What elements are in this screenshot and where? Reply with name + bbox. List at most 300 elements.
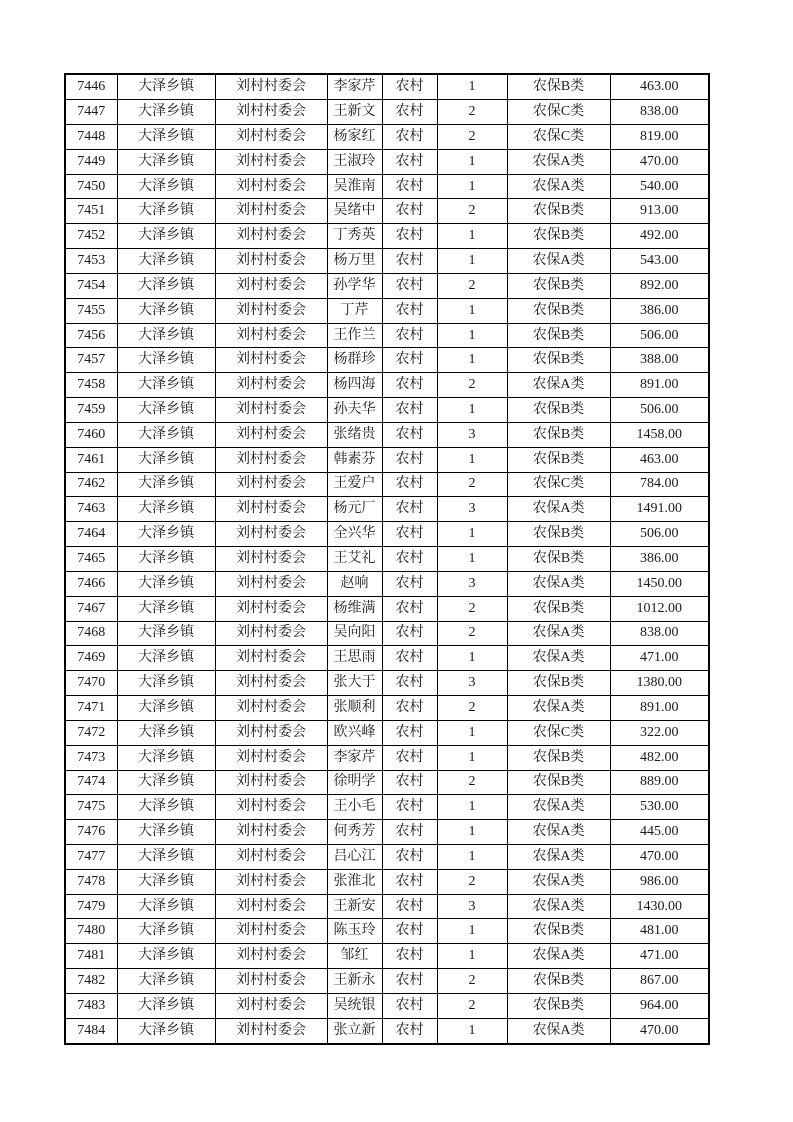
cell-village-committee: 刘村村委会 — [215, 571, 327, 596]
cell-village-committee: 刘村村委会 — [215, 944, 327, 969]
cell-amount: 838.00 — [610, 100, 709, 125]
cell-serial-number: 7456 — [65, 323, 117, 348]
cell-insurance-category: 农保A类 — [507, 571, 610, 596]
cell-amount: 543.00 — [610, 249, 709, 274]
cell-serial-number: 7459 — [65, 398, 117, 423]
cell-insurance-category: 农保B类 — [507, 224, 610, 249]
cell-person-name: 王新安 — [327, 894, 382, 919]
cell-town: 大泽乡镇 — [117, 621, 215, 646]
cell-serial-number: 7446 — [65, 74, 117, 100]
cell-serial-number: 7478 — [65, 869, 117, 894]
cell-amount: 470.00 — [610, 149, 709, 174]
cell-serial-number: 7467 — [65, 596, 117, 621]
cell-town: 大泽乡镇 — [117, 596, 215, 621]
cell-town: 大泽乡镇 — [117, 969, 215, 994]
cell-person-name: 吴向阳 — [327, 621, 382, 646]
cell-town: 大泽乡镇 — [117, 249, 215, 274]
cell-person-name: 张立新 — [327, 1018, 382, 1044]
cell-person-name: 吴淮南 — [327, 174, 382, 199]
cell-residence-type: 农村 — [382, 100, 437, 125]
table-row — [65, 993, 709, 1018]
cell-person-count: 2 — [437, 124, 507, 149]
cell-insurance-category: 农保A类 — [507, 646, 610, 671]
cell-town: 大泽乡镇 — [117, 919, 215, 944]
cell-serial-number: 7482 — [65, 969, 117, 994]
cell-person-count: 2 — [437, 969, 507, 994]
cell-serial-number: 7463 — [65, 497, 117, 522]
cell-person-count: 1 — [437, 74, 507, 100]
cell-person-name: 王新文 — [327, 100, 382, 125]
cell-person-name: 吴绪中 — [327, 199, 382, 224]
cell-amount: 470.00 — [610, 1018, 709, 1044]
cell-residence-type: 农村 — [382, 993, 437, 1018]
table-row — [65, 571, 709, 596]
cell-town: 大泽乡镇 — [117, 671, 215, 696]
cell-town: 大泽乡镇 — [117, 298, 215, 323]
cell-person-count: 1 — [437, 745, 507, 770]
cell-person-count: 1 — [437, 522, 507, 547]
cell-residence-type: 农村 — [382, 398, 437, 423]
cell-amount: 386.00 — [610, 547, 709, 572]
cell-amount: 1491.00 — [610, 497, 709, 522]
cell-insurance-category: 农保B类 — [507, 969, 610, 994]
cell-person-count: 1 — [437, 298, 507, 323]
table-row — [65, 770, 709, 795]
cell-residence-type: 农村 — [382, 249, 437, 274]
cell-village-committee: 刘村村委会 — [215, 993, 327, 1018]
cell-amount: 964.00 — [610, 993, 709, 1018]
cell-person-count: 1 — [437, 348, 507, 373]
cell-amount: 471.00 — [610, 646, 709, 671]
cell-village-committee: 刘村村委会 — [215, 795, 327, 820]
cell-residence-type: 农村 — [382, 547, 437, 572]
table-row — [65, 820, 709, 845]
cell-person-name: 张顺利 — [327, 696, 382, 721]
cell-town: 大泽乡镇 — [117, 422, 215, 447]
cell-town: 大泽乡镇 — [117, 273, 215, 298]
cell-person-name: 邹红 — [327, 944, 382, 969]
cell-serial-number: 7464 — [65, 522, 117, 547]
cell-amount: 1380.00 — [610, 671, 709, 696]
cell-village-committee: 刘村村委会 — [215, 969, 327, 994]
cell-amount: 1458.00 — [610, 422, 709, 447]
cell-person-name: 丁秀英 — [327, 224, 382, 249]
table-row — [65, 398, 709, 423]
cell-person-count: 1 — [437, 249, 507, 274]
cell-amount: 471.00 — [610, 944, 709, 969]
cell-person-name: 徐明学 — [327, 770, 382, 795]
cell-person-name: 杨维满 — [327, 596, 382, 621]
cell-town: 大泽乡镇 — [117, 199, 215, 224]
cell-person-name: 张淮北 — [327, 869, 382, 894]
cell-insurance-category: 农保B类 — [507, 671, 610, 696]
cell-residence-type: 农村 — [382, 969, 437, 994]
cell-person-count: 2 — [437, 596, 507, 621]
cell-amount: 463.00 — [610, 74, 709, 100]
cell-serial-number: 7448 — [65, 124, 117, 149]
cell-serial-number: 7460 — [65, 422, 117, 447]
cell-insurance-category: 农保A类 — [507, 696, 610, 721]
table-row — [65, 745, 709, 770]
cell-serial-number: 7451 — [65, 199, 117, 224]
table-row — [65, 100, 709, 125]
cell-insurance-category: 农保B类 — [507, 199, 610, 224]
cell-person-count: 3 — [437, 671, 507, 696]
cell-serial-number: 7477 — [65, 845, 117, 870]
cell-village-committee: 刘村村委会 — [215, 919, 327, 944]
cell-town: 大泽乡镇 — [117, 646, 215, 671]
cell-amount: 388.00 — [610, 348, 709, 373]
cell-town: 大泽乡镇 — [117, 100, 215, 125]
data-table — [64, 73, 710, 1045]
cell-person-count: 1 — [437, 323, 507, 348]
cell-insurance-category: 农保A类 — [507, 845, 610, 870]
cell-person-name: 全兴华 — [327, 522, 382, 547]
cell-person-count: 1 — [437, 398, 507, 423]
cell-amount: 530.00 — [610, 795, 709, 820]
cell-town: 大泽乡镇 — [117, 869, 215, 894]
cell-person-count: 2 — [437, 373, 507, 398]
cell-insurance-category: 农保B类 — [507, 596, 610, 621]
table-row — [65, 447, 709, 472]
cell-insurance-category: 农保A类 — [507, 869, 610, 894]
cell-village-committee: 刘村村委会 — [215, 596, 327, 621]
cell-amount: 889.00 — [610, 770, 709, 795]
table-row — [65, 273, 709, 298]
cell-village-committee: 刘村村委会 — [215, 497, 327, 522]
table-body — [65, 74, 709, 1044]
cell-amount: 891.00 — [610, 373, 709, 398]
cell-serial-number: 7480 — [65, 919, 117, 944]
cell-town: 大泽乡镇 — [117, 472, 215, 497]
cell-village-committee: 刘村村委会 — [215, 422, 327, 447]
cell-village-committee: 刘村村委会 — [215, 894, 327, 919]
cell-insurance-category: 农保A类 — [507, 1018, 610, 1044]
table-row — [65, 124, 709, 149]
cell-person-name: 陈玉玲 — [327, 919, 382, 944]
cell-person-name: 杨家红 — [327, 124, 382, 149]
table-row — [65, 596, 709, 621]
cell-residence-type: 农村 — [382, 472, 437, 497]
cell-person-count: 1 — [437, 944, 507, 969]
cell-town: 大泽乡镇 — [117, 149, 215, 174]
cell-insurance-category: 农保B类 — [507, 398, 610, 423]
table-row — [65, 373, 709, 398]
cell-village-committee: 刘村村委会 — [215, 149, 327, 174]
cell-town: 大泽乡镇 — [117, 497, 215, 522]
cell-person-count: 3 — [437, 497, 507, 522]
cell-person-name: 杨四海 — [327, 373, 382, 398]
cell-town: 大泽乡镇 — [117, 74, 215, 100]
cell-person-count: 2 — [437, 472, 507, 497]
cell-person-name: 杨万里 — [327, 249, 382, 274]
cell-amount: 819.00 — [610, 124, 709, 149]
cell-village-committee: 刘村村委会 — [215, 770, 327, 795]
cell-insurance-category: 农保C类 — [507, 124, 610, 149]
cell-residence-type: 农村 — [382, 820, 437, 845]
cell-residence-type: 农村 — [382, 149, 437, 174]
cell-person-name: 何秀芳 — [327, 820, 382, 845]
cell-person-count: 1 — [437, 720, 507, 745]
table-row — [65, 522, 709, 547]
cell-village-committee: 刘村村委会 — [215, 547, 327, 572]
cell-serial-number: 7453 — [65, 249, 117, 274]
cell-person-count: 2 — [437, 696, 507, 721]
cell-serial-number: 7466 — [65, 571, 117, 596]
cell-amount: 1430.00 — [610, 894, 709, 919]
table-row — [65, 224, 709, 249]
cell-town: 大泽乡镇 — [117, 348, 215, 373]
cell-village-committee: 刘村村委会 — [215, 820, 327, 845]
cell-insurance-category: 农保A类 — [507, 795, 610, 820]
cell-residence-type: 农村 — [382, 894, 437, 919]
table-row — [65, 795, 709, 820]
cell-residence-type: 农村 — [382, 845, 437, 870]
cell-residence-type: 农村 — [382, 671, 437, 696]
cell-village-committee: 刘村村委会 — [215, 249, 327, 274]
cell-town: 大泽乡镇 — [117, 323, 215, 348]
cell-amount: 470.00 — [610, 845, 709, 870]
cell-insurance-category: 农保B类 — [507, 919, 610, 944]
cell-village-committee: 刘村村委会 — [215, 398, 327, 423]
cell-insurance-category: 农保A类 — [507, 249, 610, 274]
cell-serial-number: 7449 — [65, 149, 117, 174]
table-row — [65, 298, 709, 323]
cell-person-count: 2 — [437, 100, 507, 125]
cell-residence-type: 农村 — [382, 621, 437, 646]
cell-residence-type: 农村 — [382, 720, 437, 745]
cell-town: 大泽乡镇 — [117, 993, 215, 1018]
cell-insurance-category: 农保B类 — [507, 348, 610, 373]
table-row — [65, 149, 709, 174]
cell-village-committee: 刘村村委会 — [215, 621, 327, 646]
cell-amount: 540.00 — [610, 174, 709, 199]
cell-village-committee: 刘村村委会 — [215, 273, 327, 298]
cell-serial-number: 7457 — [65, 348, 117, 373]
cell-amount: 892.00 — [610, 273, 709, 298]
cell-residence-type: 农村 — [382, 124, 437, 149]
cell-serial-number: 7472 — [65, 720, 117, 745]
cell-person-count: 1 — [437, 447, 507, 472]
cell-village-committee: 刘村村委会 — [215, 745, 327, 770]
cell-amount: 891.00 — [610, 696, 709, 721]
cell-insurance-category: 农保A类 — [507, 149, 610, 174]
cell-serial-number: 7474 — [65, 770, 117, 795]
cell-amount: 322.00 — [610, 720, 709, 745]
cell-serial-number: 7461 — [65, 447, 117, 472]
cell-person-name: 王新永 — [327, 969, 382, 994]
cell-amount: 463.00 — [610, 447, 709, 472]
cell-amount: 986.00 — [610, 869, 709, 894]
table-row — [65, 696, 709, 721]
cell-residence-type: 农村 — [382, 74, 437, 100]
cell-village-committee: 刘村村委会 — [215, 646, 327, 671]
cell-person-name: 张大于 — [327, 671, 382, 696]
table-row — [65, 74, 709, 100]
cell-person-count: 3 — [437, 571, 507, 596]
cell-residence-type: 农村 — [382, 944, 437, 969]
cell-town: 大泽乡镇 — [117, 820, 215, 845]
cell-serial-number: 7481 — [65, 944, 117, 969]
cell-amount: 506.00 — [610, 398, 709, 423]
cell-village-committee: 刘村村委会 — [215, 199, 327, 224]
table-row — [65, 944, 709, 969]
cell-residence-type: 农村 — [382, 745, 437, 770]
cell-person-name: 张绪贵 — [327, 422, 382, 447]
cell-amount: 867.00 — [610, 969, 709, 994]
cell-insurance-category: 农保A类 — [507, 820, 610, 845]
cell-residence-type: 农村 — [382, 273, 437, 298]
table-row — [65, 646, 709, 671]
table-row — [65, 348, 709, 373]
cell-residence-type: 农村 — [382, 869, 437, 894]
cell-insurance-category: 农保B类 — [507, 993, 610, 1018]
table-row — [65, 323, 709, 348]
cell-person-name: 杨群珍 — [327, 348, 382, 373]
cell-town: 大泽乡镇 — [117, 795, 215, 820]
cell-amount: 386.00 — [610, 298, 709, 323]
cell-residence-type: 农村 — [382, 298, 437, 323]
cell-person-count: 1 — [437, 174, 507, 199]
cell-amount: 913.00 — [610, 199, 709, 224]
cell-town: 大泽乡镇 — [117, 944, 215, 969]
cell-town: 大泽乡镇 — [117, 696, 215, 721]
table-row — [65, 547, 709, 572]
cell-insurance-category: 农保B类 — [507, 447, 610, 472]
cell-serial-number: 7471 — [65, 696, 117, 721]
cell-village-committee: 刘村村委会 — [215, 671, 327, 696]
cell-town: 大泽乡镇 — [117, 174, 215, 199]
cell-serial-number: 7465 — [65, 547, 117, 572]
cell-amount: 506.00 — [610, 522, 709, 547]
table-row — [65, 869, 709, 894]
cell-village-committee: 刘村村委会 — [215, 323, 327, 348]
cell-person-count: 3 — [437, 422, 507, 447]
cell-residence-type: 农村 — [382, 919, 437, 944]
cell-insurance-category: 农保A类 — [507, 174, 610, 199]
cell-residence-type: 农村 — [382, 571, 437, 596]
table-row — [65, 621, 709, 646]
cell-village-committee: 刘村村委会 — [215, 447, 327, 472]
cell-insurance-category: 农保C类 — [507, 100, 610, 125]
cell-residence-type: 农村 — [382, 497, 437, 522]
cell-residence-type: 农村 — [382, 323, 437, 348]
cell-serial-number: 7468 — [65, 621, 117, 646]
cell-person-count: 2 — [437, 273, 507, 298]
cell-person-name: 王思雨 — [327, 646, 382, 671]
cell-town: 大泽乡镇 — [117, 522, 215, 547]
cell-person-name: 欧兴峰 — [327, 720, 382, 745]
table-row — [65, 919, 709, 944]
cell-insurance-category: 农保B类 — [507, 745, 610, 770]
table-row — [65, 472, 709, 497]
table-row — [65, 845, 709, 870]
cell-person-name: 王作兰 — [327, 323, 382, 348]
cell-person-count: 1 — [437, 149, 507, 174]
cell-serial-number: 7473 — [65, 745, 117, 770]
cell-town: 大泽乡镇 — [117, 1018, 215, 1044]
cell-person-count: 1 — [437, 224, 507, 249]
cell-town: 大泽乡镇 — [117, 894, 215, 919]
cell-serial-number: 7469 — [65, 646, 117, 671]
cell-insurance-category: 农保A类 — [507, 621, 610, 646]
cell-town: 大泽乡镇 — [117, 845, 215, 870]
cell-insurance-category: 农保C类 — [507, 720, 610, 745]
cell-person-count: 2 — [437, 869, 507, 894]
cell-village-committee: 刘村村委会 — [215, 74, 327, 100]
cell-person-name: 王小毛 — [327, 795, 382, 820]
cell-person-count: 1 — [437, 795, 507, 820]
cell-town: 大泽乡镇 — [117, 770, 215, 795]
cell-insurance-category: 农保A类 — [507, 944, 610, 969]
cell-village-committee: 刘村村委会 — [215, 224, 327, 249]
cell-person-name: 孙学华 — [327, 273, 382, 298]
cell-amount: 481.00 — [610, 919, 709, 944]
cell-insurance-category: 农保A类 — [507, 373, 610, 398]
cell-amount: 1450.00 — [610, 571, 709, 596]
cell-person-name: 杨元厂 — [327, 497, 382, 522]
cell-person-name: 李家芹 — [327, 745, 382, 770]
cell-village-committee: 刘村村委会 — [215, 1018, 327, 1044]
cell-town: 大泽乡镇 — [117, 373, 215, 398]
cell-residence-type: 农村 — [382, 422, 437, 447]
cell-person-name: 赵响 — [327, 571, 382, 596]
table-row — [65, 497, 709, 522]
cell-amount: 482.00 — [610, 745, 709, 770]
cell-insurance-category: 农保A类 — [507, 497, 610, 522]
cell-amount: 492.00 — [610, 224, 709, 249]
cell-residence-type: 农村 — [382, 646, 437, 671]
cell-residence-type: 农村 — [382, 770, 437, 795]
cell-person-name: 王淑玲 — [327, 149, 382, 174]
cell-serial-number: 7458 — [65, 373, 117, 398]
cell-amount: 784.00 — [610, 472, 709, 497]
cell-person-count: 2 — [437, 621, 507, 646]
table-row — [65, 422, 709, 447]
cell-residence-type: 农村 — [382, 224, 437, 249]
cell-person-name: 李家芹 — [327, 74, 382, 100]
table-row — [65, 249, 709, 274]
cell-residence-type: 农村 — [382, 1018, 437, 1044]
cell-village-committee: 刘村村委会 — [215, 348, 327, 373]
cell-insurance-category: 农保C类 — [507, 472, 610, 497]
cell-person-count: 1 — [437, 845, 507, 870]
cell-village-committee: 刘村村委会 — [215, 373, 327, 398]
cell-serial-number: 7484 — [65, 1018, 117, 1044]
cell-town: 大泽乡镇 — [117, 398, 215, 423]
cell-person-count: 3 — [437, 894, 507, 919]
cell-town: 大泽乡镇 — [117, 124, 215, 149]
cell-person-count: 2 — [437, 993, 507, 1018]
cell-residence-type: 农村 — [382, 696, 437, 721]
cell-serial-number: 7450 — [65, 174, 117, 199]
cell-serial-number: 7475 — [65, 795, 117, 820]
cell-residence-type: 农村 — [382, 348, 437, 373]
cell-serial-number: 7483 — [65, 993, 117, 1018]
cell-serial-number: 7454 — [65, 273, 117, 298]
cell-town: 大泽乡镇 — [117, 447, 215, 472]
cell-serial-number: 7476 — [65, 820, 117, 845]
cell-amount: 445.00 — [610, 820, 709, 845]
cell-serial-number: 7462 — [65, 472, 117, 497]
cell-person-count: 2 — [437, 770, 507, 795]
cell-person-name: 王艾礼 — [327, 547, 382, 572]
cell-person-name: 丁芹 — [327, 298, 382, 323]
cell-village-committee: 刘村村委会 — [215, 720, 327, 745]
cell-serial-number: 7470 — [65, 671, 117, 696]
cell-serial-number: 7479 — [65, 894, 117, 919]
cell-person-count: 1 — [437, 919, 507, 944]
